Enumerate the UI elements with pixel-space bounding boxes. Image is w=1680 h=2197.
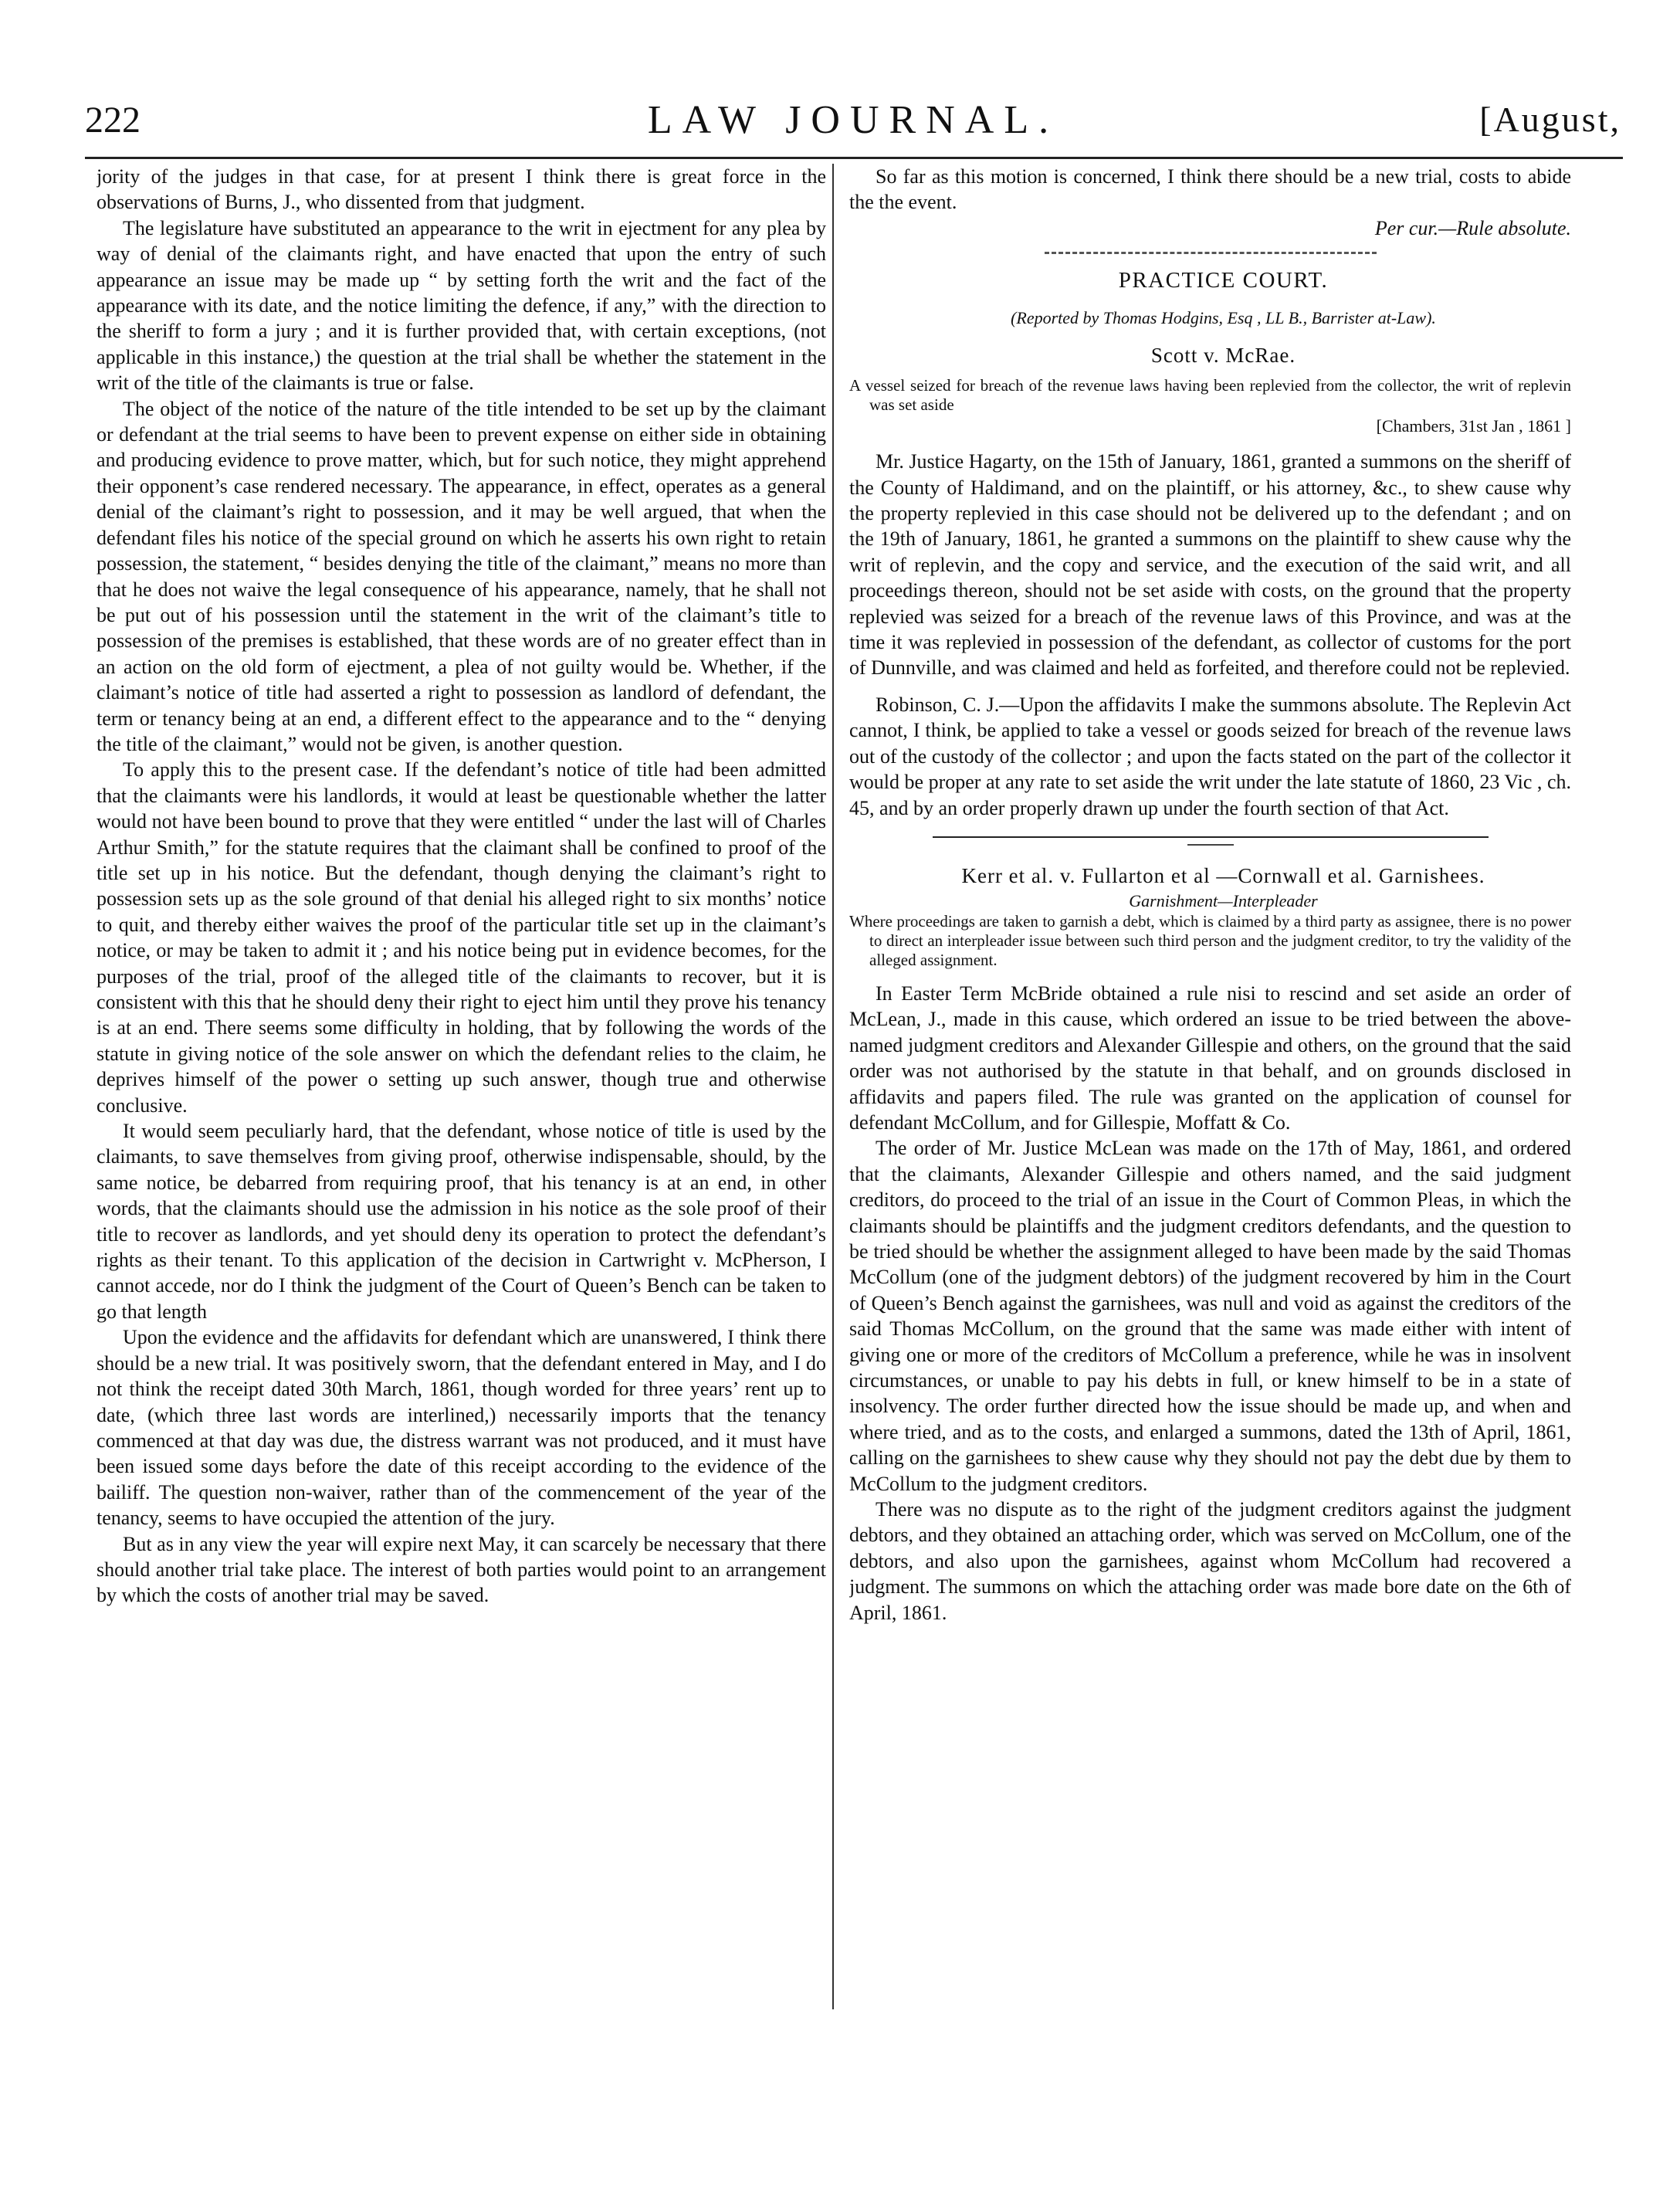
case-title: Kerr et al. v. Fullarton et al —Cornwall et al. Garnishees. [961, 863, 1485, 887]
case-title: Scott v. McRae. [1150, 344, 1296, 368]
body-paragraph: In Easter Term McBride obtained a rule nisi to rescind and set aside an order of McLean, J., made in this cause, which ordered an issue to be tried between the above-named judgment creditors and Alexander Gillespie and others, on the ground that the said order was not authorised by the statute in that behalf, and on grounds disclosed in affidavits and papers filed. The rule was granted on the application of counsel for defendant McCollum, and for Gillespie, Moffatt & Co. [849, 982, 1571, 1134]
body-paragraph: There was no dispute as to the right of the judgment creditors against the judgment debtors, and they obtained an attaching order, which was served on McCollum, one of the debtors, and also upon the garnishees, against whom McCollum had recovered a judgment. The summons on which the attaching order was made bore date on the 6th of April, 1861. [849, 1498, 1571, 1624]
body-paragraph: But as in any view the year will expire next May, it can scarcely be necessary that there should another trial take place. The interest of both parties would point to an arrangement by which the costs of another trial may be saved. [97, 1532, 826, 1607]
left-column [97, 164, 826, 2017]
case-headnote: A vessel seized for breach of the revenue laws having been replevied from the collector, the writ of replevin was set aside [849, 376, 1571, 415]
section-title: PRACTICE COURT. [1118, 268, 1329, 293]
issue-month: [August, [1479, 100, 1621, 139]
case-citation: [Chambers, 31st Jan , 1861 ] [1376, 416, 1571, 436]
body-paragraph: Mr. Justice Hagarty, on the 15th of January, 1861, granted a summons on the sheriff of the County of Haldimand, and on the plaintiff, or his attorney, &c., to shew cause why the property replevied in this case should not be delivered up to the defendant ; and on the 19th of January, 1861, he granted a summons on the plaintiff to shew cause why the writ of replevin, and the copy and service, and the execution of the said writ, and all proceedings thereon, should not be set aside with costs, on the ground that the property replevied was seized for a breach of the revenue laws of this Province, and was at the time it was replevied in possession of the defendant, as collector of customs for the port of Dunnville, and was claimed and held as forfeited, and therefore could not be replevied. [849, 450, 1571, 680]
body-paragraph: The legislature have substituted an appearance to the writ in ejectment for any plea by way of denial of the claimants right, and have enacted that upon the entry of such appearance an issue may be made up “ by setting forth the writ and the fact of the appearance with its date, and the notice limiting the defence, if any,” with the direction to the sheriff to form a jury ; and it is further provided that, with certain exceptions, (not applicable in this instance,) the question at the trial shall be whether the statement in the writ of the title of the claimants is true or false. [97, 216, 826, 395]
body-paragraph: It would seem peculiarly hard, that the defendant, whose notice of title is used by the claimants, to save themselves from giving proof, otherwise indispensable, should, by the same notice, be debarred from requiring proof, that his tenancy is at an end, in other words, that the claimants should use the admission in his notice as the sole proof of their title to recover as landlords, and yet should deny its operation to protect the defendant’s rights as their tenant. To this application of the decision in Cartwright v. McPherson, I cannot accede, nor do I think the judgment of the Court of Queen’s Bench can be taken to go that length [97, 1120, 826, 1323]
journal-title: LAW JOURNAL. [647, 98, 1059, 142]
case-subtitle: Garnishment—Interpleader [1129, 890, 1318, 910]
opening-paragraph: So far as this motion is concerned, I think there should be a new trial, costs to abide the the event. [849, 165, 1571, 214]
body-paragraph: The order of Mr. Justice McLean was made on the 17th of May, 1861, and ordered that the claimants, Alexander Gillespie and others named, and the said judgment creditors, do proceed to the trial of an issue in the Court of Common Pleas, in which the claimants should be plaintiffs and the judgment creditors defendants, and the question to be tried should be whether the assignment alleged to have been made by the said Thomas McCollum (one of the judgment debtors) of the judgment recovered by him in the Court of Queen’s Bench against the garnishees, was null and void as against the creditors of the said Thomas McCollum, on the ground that the same was made either with intent of giving one or more of the creditors of McCollum a preference, while he was in insolvent circumstances, or unable to pay his debts in full, or knew himself to be in a state of insolvency. The order further directed how the issue should be made up, and when and where tried, and as to the costs, and enlarged a summons, dated the 13th of April, 1861, calling on the garnishees to shew cause why they should not pay the debt due by them to McCollum to the judgment creditors. [849, 1137, 1571, 1495]
column-divider [832, 164, 834, 2009]
body-paragraph: Upon the evidence and the affidavits for defendant which are unanswered, I think there should be a new trial. It was positively sworn, that the defendant entered in May, and I do not think the receipt dated 30th March, 1861, though worded for three years’ rent up to date, (which three last words are interlined,) necessarily imports that the tenancy commenced at that day was due, the distress warrant was not produced, and it must have been issued some days before the date of this receipt according to the evidence of the bailiff. The question non-waiver, rather than of the commencement of the year of the tenancy, seems to have occupied the attention of the jury. [97, 1326, 826, 1530]
body-paragraph: To apply this to the present case. If the defendant’s notice of title had been admitted that the claimants were his landlords, it would at least be questionable whether the latter would not have been bound to prove that they were entitled “ under the last will of Charles Arthur Smith,” for the statute requires that the claimant shall be confined to proof of the title set up in his notice. But the defendant, though denying the claimant’s right to possession sets up as the sole ground of that denial his alleged right to six months’ notice to quit, and thereby either waives the proof of the particular title set up in the claimant’s notice, or may be taken to admit it ; and his notice being put in evidence becomes, for the purposes of the trial, proof of the alleged title of the claimants to recover, but it is consistent with this that he should deny their right to eject him until they prove his tenancy is at an end. There seems some difficulty in holding, that by following the words of the statute in giving notice of the sole answer on which the defendant relies to the claim, he deprives himself of the power o setting up such answer, though true and otherwise conclusive. [97, 758, 826, 1117]
right-column [849, 164, 1571, 2017]
case-headnote: Where proceedings are taken to garnish a debt, which is claimed by a third party as assignee, there is no power to direct an interpleader issue between such third person and the judgment creditor, to try the validity of the alleged assignment. [849, 911, 1571, 969]
body-paragraph: Robinson, C. J.—Upon the affidavits I make the summons absolute. The Replevin Act cannot, I think, be applied to take a vessel or goods seized for breach of the revenue laws out of the custody of the collector ; and upon the facts stated on the part of the collector it would be proper at any rate to set aside the writ under the late statute of 1860, 23 Vic , ch. 45, and by an order properly drawn up under the fourth section of that Act. [849, 693, 1571, 819]
reporter-note: (Reported by Thomas Hodgins, Esq , LL B., Barrister at-Law). [1011, 308, 1436, 328]
body-paragraph: jority of the judges in that case, for at present I think there is great force in the observations of Burns, J., who dissented from that judgment. [97, 165, 826, 214]
running-head [85, 94, 1621, 151]
body-paragraph: The object of the notice of the nature of the title intended to be set up by the claimant or defendant at the trial seems to have been to prevent expense on either side in obtaining and producing evidence to prove matter, which, but for such notice, they might apprehend their opponent’s case rendered necessary. The appearance, in effect, operates as a general denial of the claimant’s right to possession, and it may be well argued, that when the defendant files his notice of the special ground on which he asserts his own right to retain possession, the statement, “ besides denying the title of the claimant,” means no more than that he does not waive the legal consequence of his appearance, namely, that he shall not be put out of his possession until the statement in the writ of the claimant’s title to possession of the premises is established, that these words are of no greater effect than in an action on the old form of ejectment, a plea of not guilty would be. Whether, if the claimant’s notice of title had asserted a right to possession as landlord of defendant, the term or tenancy being at an end, a different effect to the appearance and to the “ denying the title of the claimant,” would not be given, is another question. [97, 397, 826, 755]
page-number: 222 [85, 100, 141, 141]
per-curiam: Per cur.—Rule absolute. [1374, 216, 1571, 239]
header-rule [85, 157, 1623, 159]
